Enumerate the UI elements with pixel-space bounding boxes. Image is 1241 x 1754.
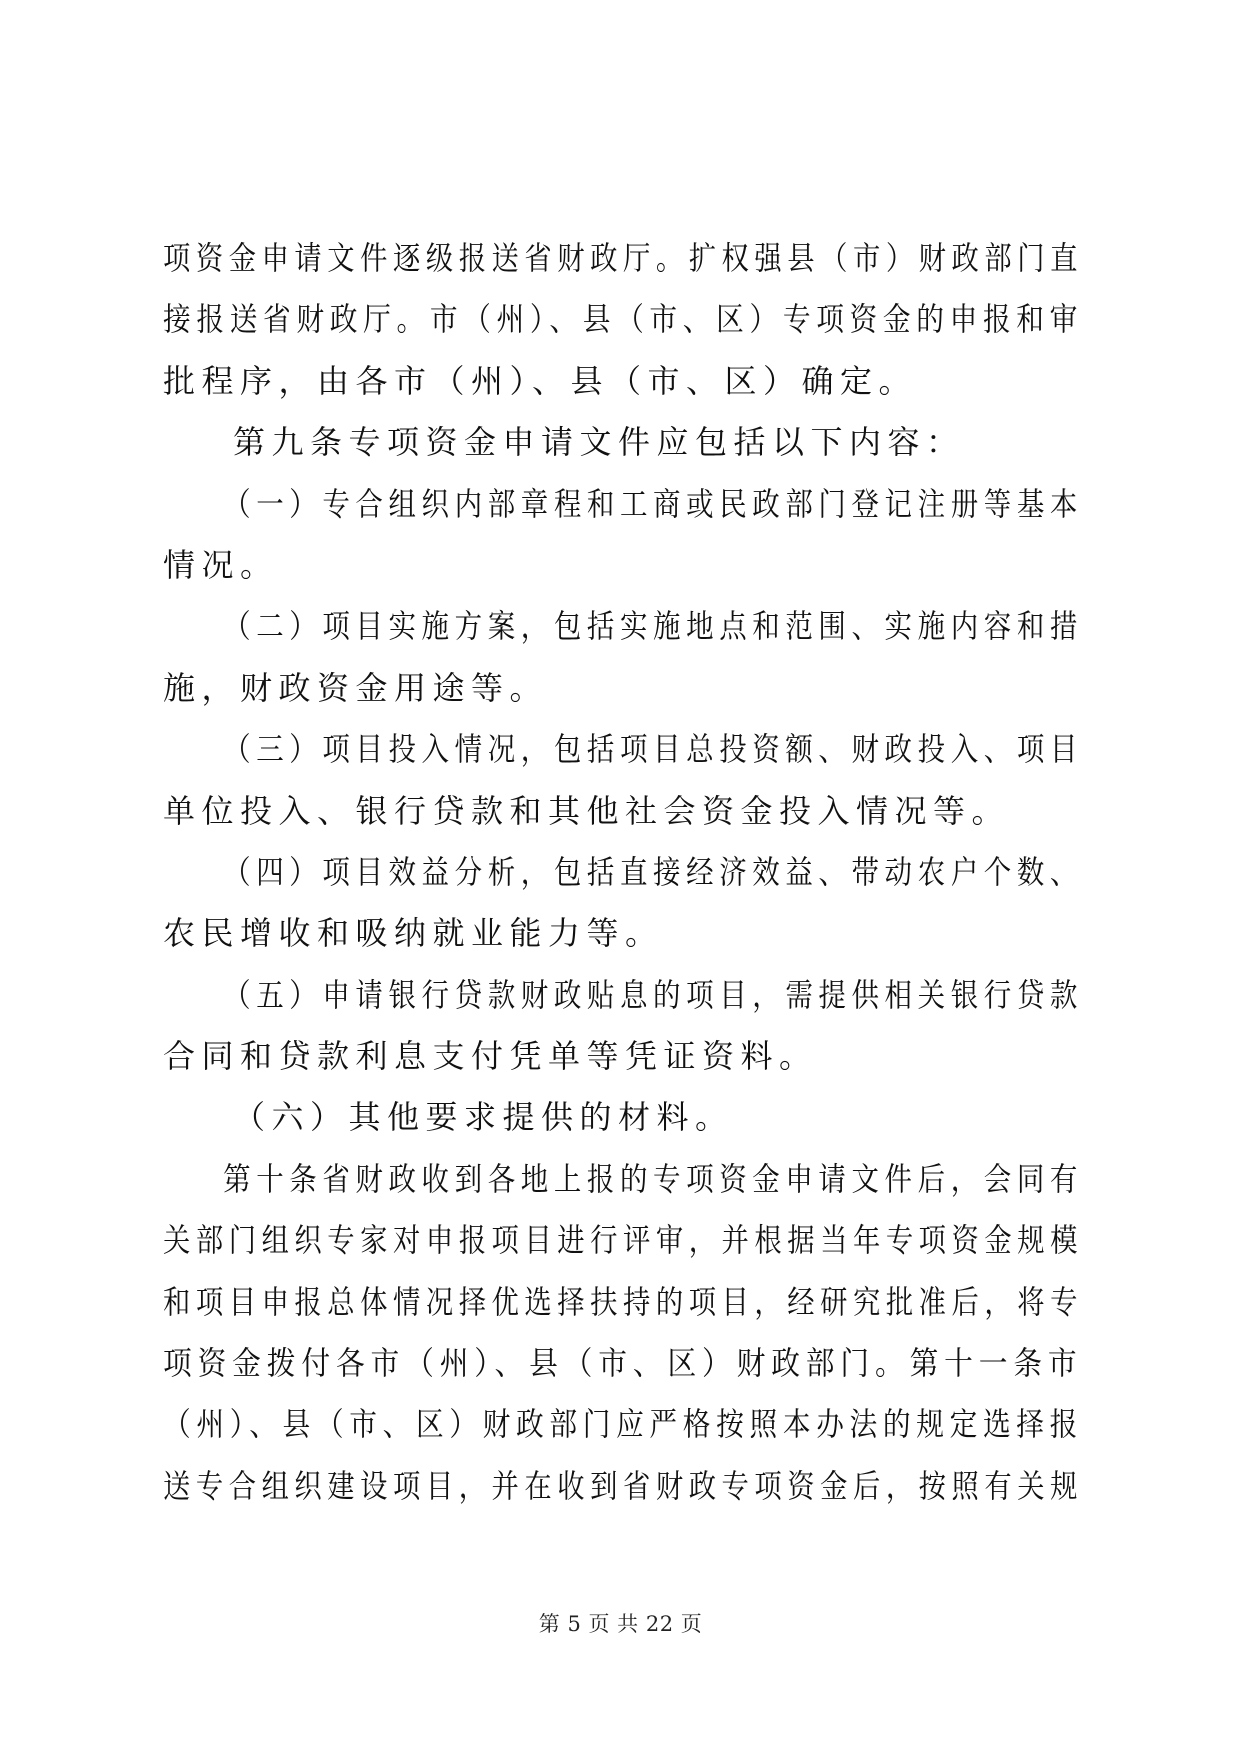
body-line: （三）项目投入情况，包括项目总投资额、财政投入、项目 [223, 730, 1084, 769]
body-line: 农民增收和吸纳就业能力等。 [163, 914, 664, 953]
body-line: 单位投入、银行贷款和其他社会资金投入情况等。 [163, 791, 1011, 830]
body-line: 第九条专项资金申请文件应包括以下内容： [233, 423, 965, 462]
body-line: 情况。 [163, 545, 279, 584]
document-body [163, 228, 1083, 1517]
body-line: 接报送省财政厅。市（州）、县（市、区）专项资金的申报和审 [163, 300, 1084, 339]
body-line: 第十条省财政收到各地上报的专项资金申请文件后，会同有 [223, 1159, 1084, 1198]
page-footer [0, 1608, 1241, 1638]
body-line: 和项目申报总体情况择优选择扶持的项目，经研究批准后，将专 [163, 1282, 1083, 1321]
body-line: （二）项目实施方案，包括实施地点和范围、实施内容和措 [223, 607, 1084, 646]
body-line: 项资金拨付各市（州）、县（市、区）财政部门。第十一条市 [163, 1344, 1083, 1383]
body-line: （五）申请银行贷款财政贴息的项目，需提供相关银行贷款 [223, 975, 1084, 1014]
body-line: 项资金申请文件逐级报送省财政厅。扩权强县（市）财政部门直 [163, 239, 1083, 277]
body-line: 关部门组织专家对申报项目进行评审，并根据当年专项资金规模 [163, 1221, 1083, 1260]
body-line: （一）专合组织内部章程和工商或民政部门登记注册等基本 [223, 484, 1084, 523]
body-line: 施，财政资金用途等。 [163, 668, 549, 707]
body-line: 批程序，由各市（州）、县（市、区）确定。 [163, 361, 918, 400]
body-line: 送专合组织建设项目，并在收到省财政专项资金后，按照有关规 [163, 1466, 1083, 1505]
page-number-label: 第 5 页 共 22 页 [538, 1612, 703, 1636]
body-line: 合同和贷款利息支付凭单等凭证资料。 [163, 1037, 818, 1076]
body-line: （州）、县（市、区）财政部门应严格按照本办法的规定选择报 [163, 1405, 1084, 1444]
body-line: （六）其他要求提供的材料。 [233, 1098, 734, 1137]
body-line: （四）项目效益分析，包括直接经济效益、带动农户个数、 [223, 852, 1084, 891]
